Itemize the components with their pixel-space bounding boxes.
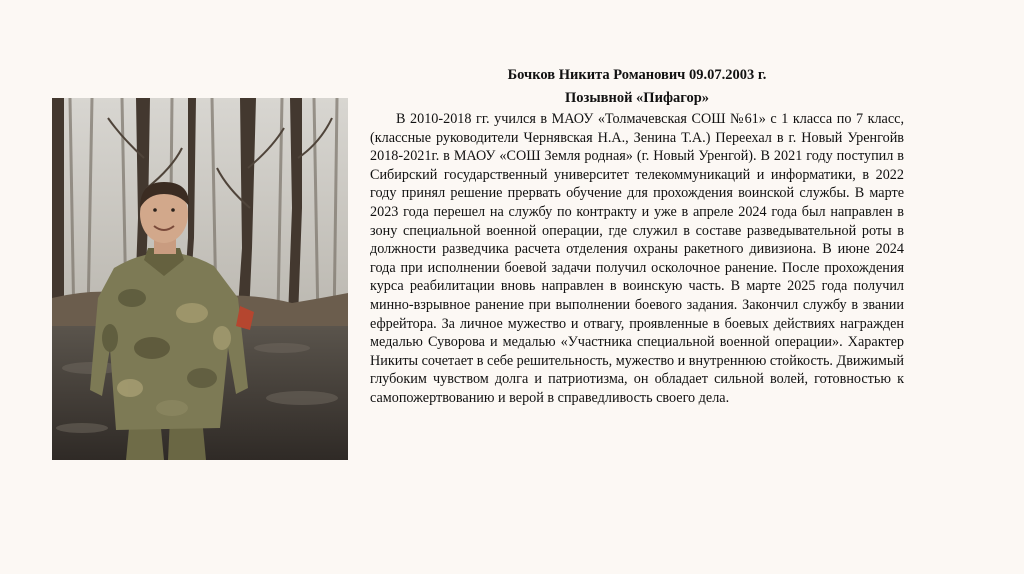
- portrait-photo: [52, 98, 348, 460]
- person-call-sign: Позывной «Пифагор»: [564, 90, 710, 106]
- bio-heading: [370, 64, 904, 110]
- biography-text: В 2010-2018 гг. учился в МАОУ «Толмачевская СОШ №61» с 1 класса по 7 класс, (классные руководители Чернявская Н.А., Зенина Т.А.) Переехал в г. Новый Уренгойв 2018-2021г. в МАОУ «СОШ Земля родная» (г. Новый Уренгой). В 2021 году поступил в Сибирский государственный университет телекоммуникаций и информатики, в 2022 году принял решение прервать обучение для прохождения воинской службы. В марте 2023 года перешел на службу по контракту и уже в апреле 2024 года был направлен в зону специальной военной операции, где служил в составе разведывательной роты в должности разведчика расчета отделения охраны ракетного дивизиона. В июне 2024 года при исполнении боевой задачи получил осколочное ранение. После прохождения курса реабилитации вновь направлен в воинскую часть. В марте 2025 года получил минно-взрывное ранение при выполнении боевого задания. Закончил службу в звании ефрейтора. За личное мужество и отвагу, проявленные в боевых действиях награжден медалью Суворова и медалью «Участника специальной военной операции». Характер Никиты сочетает в себе решительность, мужество и внутреннюю стойкость. Движимый глубоким чувством долга и патриотизма, он обладает сильной волей, готовностью к самопожертвованию и верой в справедливость своего дела.: [370, 111, 904, 406]
- person-name-and-birthdate: Бочков Никита Романович 09.07.2003 г.: [507, 67, 767, 83]
- soldier-portrait-photo-icon: [52, 98, 348, 460]
